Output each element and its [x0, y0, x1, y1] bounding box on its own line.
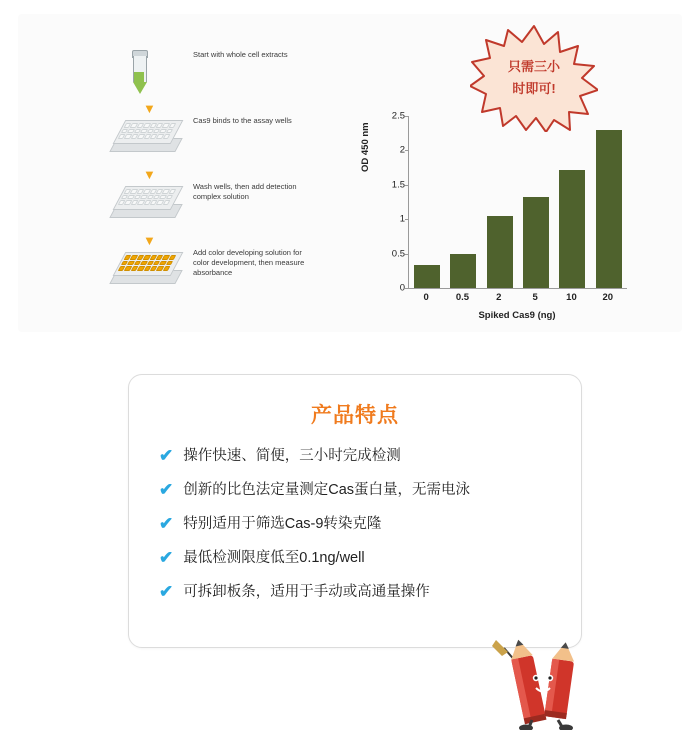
list-item — [159, 583, 581, 601]
chart-ytick: 0.5 — [391, 248, 405, 260]
workflow-step — [113, 116, 313, 174]
features-list — [129, 447, 581, 601]
chart-bar-col — [450, 116, 476, 288]
check-icon: ✔ — [159, 582, 174, 601]
list-item-label: 创新的比色法定量测定Cas蛋白量，无需电泳 — [183, 482, 471, 498]
workflow-step-label: Start with whole cell extracts — [193, 50, 288, 59]
list-item-label: 特别适用于筛选Cas-9转染克隆 — [183, 516, 382, 532]
chart-ytick: 2 — [399, 144, 405, 156]
chart-xtick: 0.5 — [455, 292, 470, 303]
chart-bar — [559, 170, 585, 288]
check-icon: ✔ — [159, 446, 174, 465]
list-item-label: 可拆卸板条，适用于手动或高通量操作 — [183, 584, 430, 600]
bar-chart — [360, 110, 636, 325]
chart-xtick: 10 — [566, 292, 577, 303]
assay-plate-icon — [113, 182, 185, 232]
chart-bar — [596, 130, 622, 288]
workflow-step-label: Add color developing solution for color development, then measure absorbance — [193, 248, 305, 277]
workflow-diagram — [113, 50, 313, 300]
chart-xtick: 0 — [423, 292, 429, 303]
workflow-step — [113, 50, 313, 108]
chart-bar — [487, 216, 513, 288]
chart-x-tick-labels — [408, 292, 626, 303]
chart-ytick: 1.5 — [391, 179, 405, 191]
chart-ytick: 2.5 — [391, 110, 405, 122]
chart-plot-area — [391, 110, 627, 294]
list-item-label: 最低检测限度低至0.1ng/well — [183, 550, 365, 566]
top-illustration-panel — [18, 14, 682, 332]
chart-bar — [450, 254, 476, 288]
chart-ytick: 1 — [399, 213, 405, 225]
chart-bar-col — [523, 116, 549, 288]
workflow-step-label: Cas9 binds to the assay wells — [193, 116, 292, 125]
check-icon: ✔ — [159, 480, 174, 499]
promo-line-1: 只需三小 — [507, 59, 560, 74]
chart-bar-col — [559, 116, 585, 288]
arrow-down-icon: ▼ — [143, 233, 156, 248]
arrow-down-icon: ▼ — [143, 167, 156, 182]
workflow-step — [113, 248, 313, 306]
tube-icon — [113, 50, 185, 100]
chart-bar — [414, 265, 440, 288]
chart-xtick: 2 — [496, 292, 502, 303]
chart-bar-col — [414, 116, 440, 288]
arrow-down-icon: ▼ — [143, 101, 156, 116]
workflow-step-label: Wash wells, then add detection complex solution — [193, 182, 297, 201]
pencil-mascot-icon — [486, 620, 606, 730]
features-title: 产品特点 — [311, 404, 399, 427]
assay-plate-colored-icon — [113, 248, 185, 298]
list-item — [159, 515, 581, 533]
check-icon: ✔ — [159, 514, 174, 533]
chart-bar-col — [596, 116, 622, 288]
list-item-label: 操作快速、简便，三小时完成检测 — [183, 448, 401, 464]
chart-bar — [523, 197, 549, 289]
list-item — [159, 447, 581, 465]
chart-x-axis-label: Spiked Cas9 (ng) — [478, 310, 556, 321]
product-features-card — [128, 374, 582, 648]
chart-bar-col — [487, 116, 513, 288]
workflow-step — [113, 182, 313, 240]
check-icon: ✔ — [159, 548, 174, 567]
chart-xtick: 5 — [532, 292, 538, 303]
assay-plate-icon — [113, 116, 185, 166]
chart-bars — [409, 116, 627, 288]
list-item — [159, 481, 581, 499]
list-item — [159, 549, 581, 567]
promo-line-2: 时即可! — [512, 81, 556, 96]
chart-ytick: 0 — [399, 282, 405, 294]
chart-xtick: 20 — [602, 292, 614, 303]
chart-y-axis-label: OD 450 nm — [360, 122, 371, 172]
